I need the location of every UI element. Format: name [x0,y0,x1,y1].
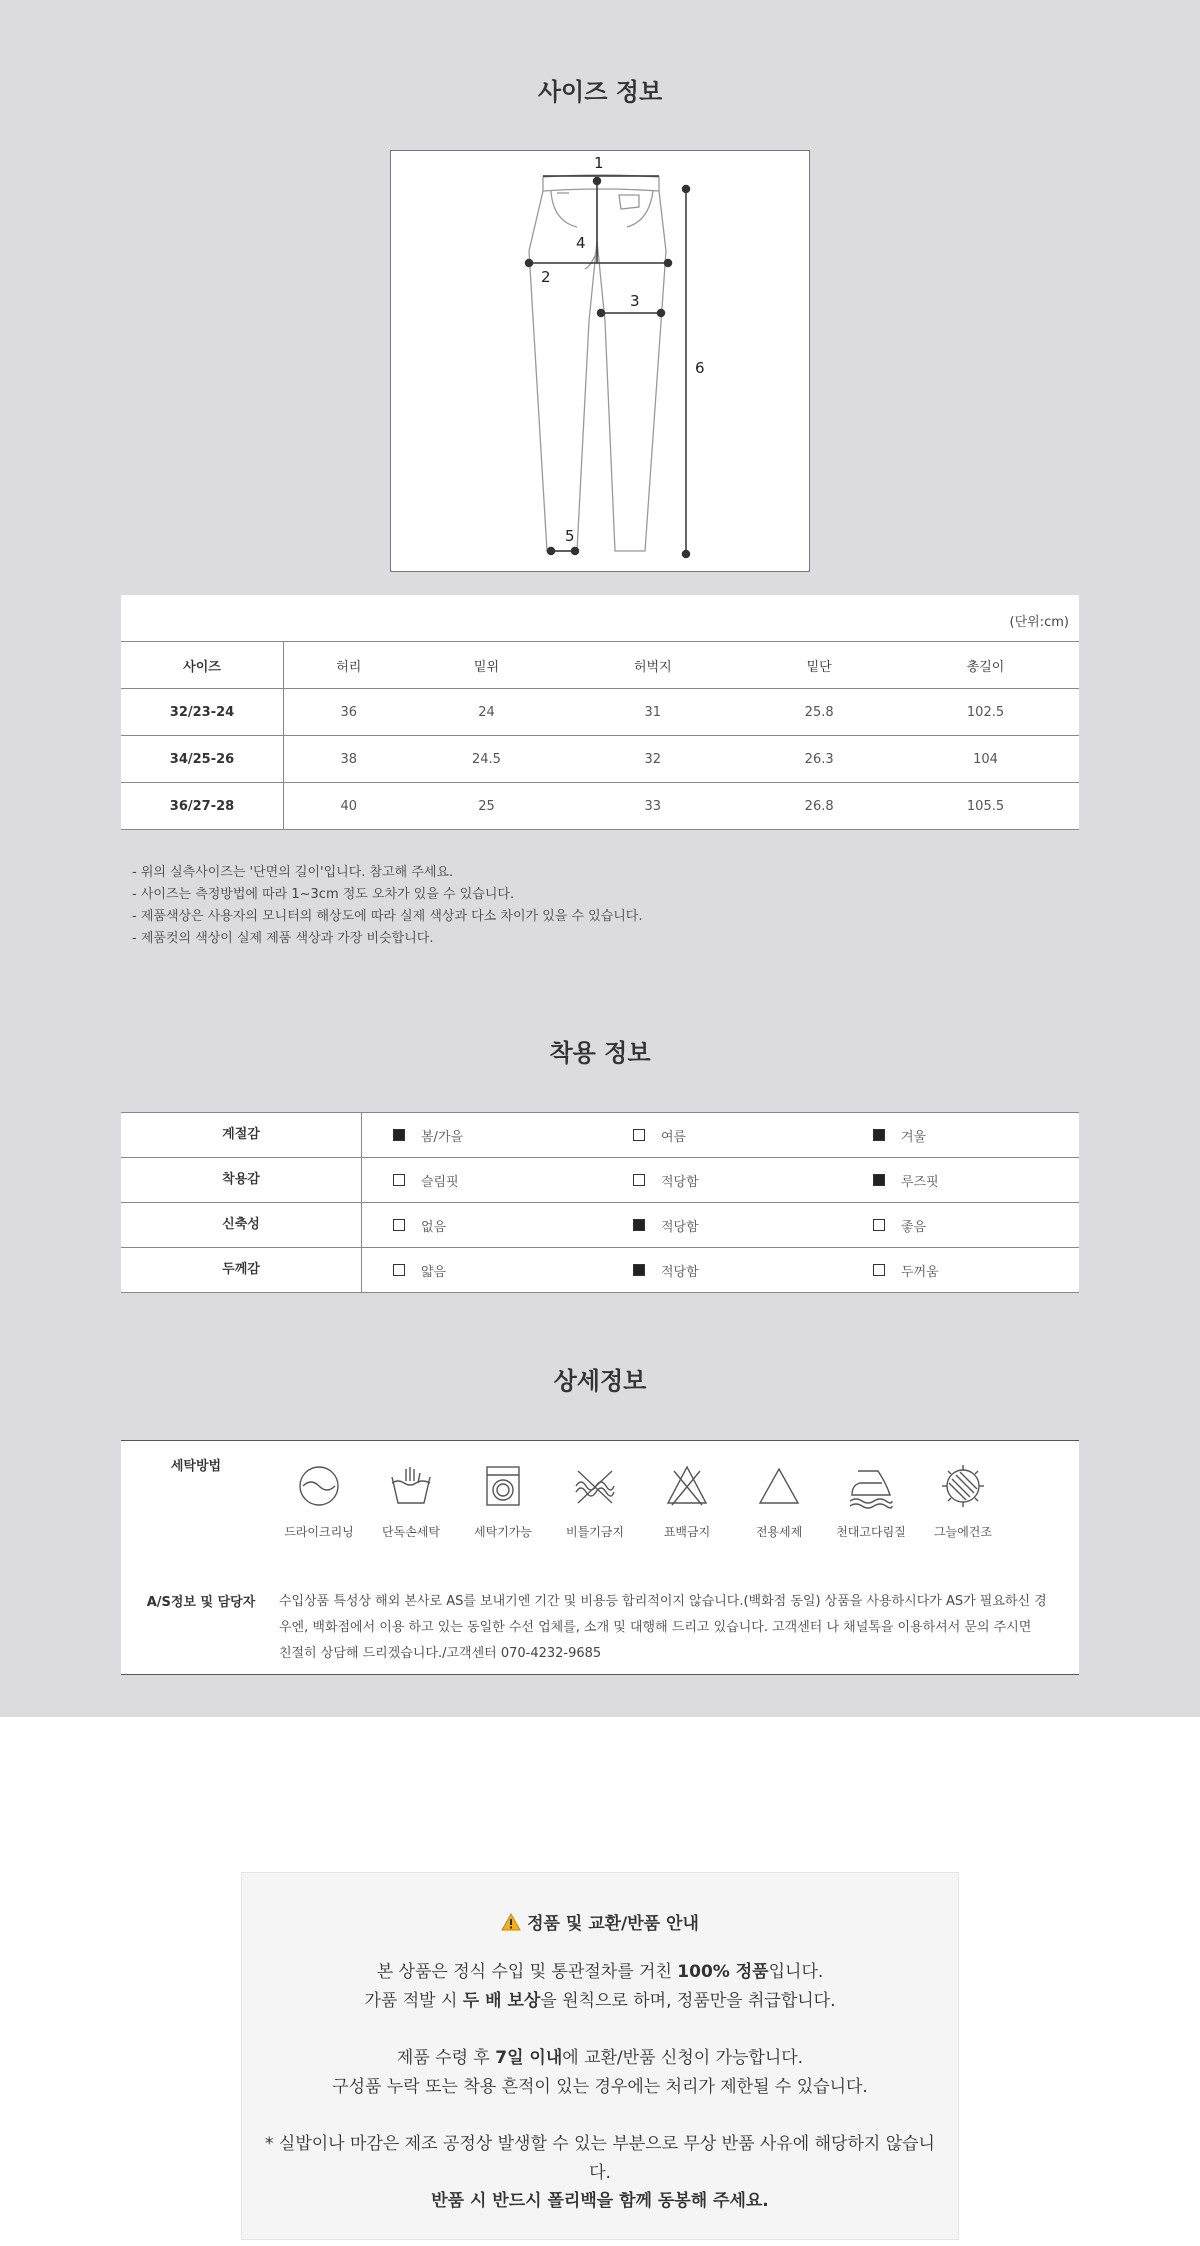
fit-option [873,1171,939,1190]
fit-option [873,1261,939,1280]
care-item [826,1463,916,1540]
checkbox-checked-icon [633,1219,645,1231]
as-info-label: A/S정보 및 담당자 [146,1595,256,1610]
header-cell: 허벅지 [633,659,672,675]
detail-info-title: 상세정보 [553,1367,647,1395]
checkbox-empty-icon [633,1174,645,1186]
text: 을 원칙으로 하며, 정품만을 취급합니다. [540,1991,836,2011]
option-label: 적당함 [661,1264,699,1280]
table-header-row [121,642,1079,689]
bold-text: 두 배 보상 [462,1991,541,2011]
option-label: 루즈핏 [901,1174,939,1190]
checkbox-checked-icon [393,1129,405,1141]
size-notes [132,862,643,950]
bold-text: 7일 이내 [495,2048,563,2068]
care-label: 드라이크리닝 [284,1525,354,1539]
checkbox-checked-icon [873,1174,885,1186]
table-cell: 24.5 [414,736,560,783]
table-cell: 104 [892,736,1079,783]
table-cell: 25.8 [746,689,892,736]
text: 가품 적발 시 [364,1991,463,2011]
checkbox-empty-icon [873,1264,885,1276]
size-cell: 36/27-28 [121,783,284,830]
fit-row-fit [121,1158,1079,1203]
header-cell: 밑위 [473,659,500,675]
care-label: 세탁기가능 [474,1525,532,1539]
text: 본 상품은 정식 수입 및 통관절차를 거친 [376,1962,678,1982]
hand-wash-icon [388,1463,434,1509]
notice-line: 다. [589,2163,611,2183]
note-line: - 위의 실측사이즈는 '단면의 길이'입니다. 참고해 주세요. [132,865,454,880]
header-cell: 허리 [336,659,362,675]
fit-info-title: 착용 정보 [549,1039,651,1067]
option-label: 겨울 [901,1129,927,1145]
table-row [121,689,1079,736]
fit-option [393,1171,459,1190]
checkbox-checked-icon [633,1264,645,1276]
fit-option [633,1216,699,1235]
checkbox-empty-icon [393,1219,405,1231]
pants-measurement-diagram [390,150,810,572]
header-cell: 밑단 [806,659,832,675]
table-row [121,783,1079,830]
care-item [918,1463,1008,1540]
fit-option [393,1216,446,1235]
detergent-icon [756,1463,802,1509]
notice-line [242,1957,958,1982]
care-label: 천대고다림질 [836,1525,906,1539]
authenticity-return-notice [241,1872,959,2240]
table-cell: 26.3 [746,736,892,783]
diagram-label-3: 3 [630,292,640,310]
care-item [274,1463,364,1540]
header-cell: 사이즈 [121,642,284,689]
fit-option [873,1216,926,1235]
table-cell: 25 [414,783,560,830]
as-line: 친절히 상담해 드리겠습니다./고객센터 070-4232-9685 [279,1646,602,1661]
no-wring-icon [572,1463,618,1509]
notice-line: 구성품 누락 또는 착용 흔적이 있는 경우에는 처리가 제한될 수 있습니다. [332,2077,868,2097]
fit-row-stretch [121,1203,1079,1248]
fit-option [873,1126,926,1145]
notice-line [242,2043,958,2068]
text: 에 교환/반품 신청이 가능합니다. [562,2048,804,2068]
care-label: 전용세제 [755,1525,803,1539]
table-cell: 26.8 [746,783,892,830]
diagram-label-1: 1 [594,154,604,172]
fit-row-thickness [121,1248,1079,1293]
notice-title [242,1909,958,1934]
warning-icon [501,1913,521,1931]
as-line: 수입상품 특성상 해외 본사로 AS를 보내기엔 기간 및 비용등 합리적이지 않습니다.(백화점 동일) 상품을 사용하시다가 AS가 필요하신 경 [279,1594,1047,1609]
machine-wash-icon [480,1463,526,1509]
iron-icon [848,1463,894,1509]
diagram-label-2: 2 [541,268,551,286]
table-cell: 36 [284,689,414,736]
care-label: 단독손세탁 [382,1525,440,1539]
care-label: 비틀기금지 [566,1525,624,1539]
care-label: 그늘에건조 [934,1525,992,1539]
pants-diagram-icon [391,151,809,571]
checkbox-empty-icon [393,1174,405,1186]
table-cell: 40 [284,783,414,830]
fit-label: 착용감 [121,1158,362,1202]
option-label: 슬림핏 [421,1174,459,1190]
option-label: 봄/가을 [421,1129,464,1145]
table-cell: 32 [559,736,746,783]
fit-option [393,1126,463,1145]
table-cell: 33 [559,783,746,830]
care-item [458,1463,548,1540]
fit-row-season [121,1113,1079,1158]
table-cell: 31 [559,689,746,736]
care-item [642,1463,732,1540]
note-line: - 사이즈는 측정방법에 따라 1~3cm 정도 오차가 있을 수 있습니다. [132,887,515,902]
option-label: 좋음 [901,1219,927,1235]
care-item [366,1463,456,1540]
diagram-label-5: 5 [565,527,575,545]
care-item [550,1463,640,1540]
care-item [734,1463,824,1540]
notice-line [242,1986,958,2011]
diagram-label-4: 4 [576,234,586,252]
option-label: 적당함 [661,1219,699,1235]
notice-line: * 실밥이나 마감은 제조 공정상 발생할 수 있는 부분으로 무상 반품 사유에 해당하지 않습니 [265,2134,935,2154]
option-label: 적당함 [661,1174,699,1190]
checkbox-empty-icon [873,1219,885,1231]
checkbox-checked-icon [873,1129,885,1141]
dry-clean-icon [296,1463,342,1509]
diagram-label-6: 6 [695,359,705,377]
fit-table [121,1112,1079,1293]
notice-title-text: 정품 및 교환/반품 안내 [527,1914,699,1934]
note-line: - 제품컷의 색상이 실제 제품 색상과 가장 비슷합니다. [132,931,434,946]
text: 제품 수령 후 [396,2048,496,2068]
fit-label: 두께감 [121,1248,362,1292]
fit-option [633,1261,699,1280]
fit-option [633,1126,686,1145]
table-row [121,736,1079,783]
as-line: 우엔, 백화점에서 이용 하고 있는 동일한 수선 업체를, 소개 및 대행해 드리고 있습니다. 고객센터 나 채널톡을 이용하셔서 문의 주시면 [279,1620,1032,1635]
care-label: 표백금지 [663,1525,711,1539]
fit-option [633,1171,699,1190]
size-cell: 32/23-24 [121,689,284,736]
text: 입니다. [768,1962,824,1982]
option-label: 여름 [661,1129,687,1145]
shade-dry-icon [940,1463,986,1509]
table-cell: 24 [414,689,560,736]
checkbox-empty-icon [633,1129,645,1141]
note-line: - 제품색상은 사용자의 모니터의 해상도에 따라 실제 색상과 다소 차이가 있을 수 있습니다. [132,909,643,924]
option-label: 얇음 [421,1264,447,1280]
notice-line: 반품 시 반드시 폴리백을 함께 동봉해 주세요. [431,2191,769,2211]
wash-method-label: 세탁방법 [170,1459,222,1474]
detail-info-panel [121,1440,1079,1675]
unit-label: (단위:cm) [121,595,1079,642]
bold-text: 100% 정품 [677,1962,769,1982]
fit-option [393,1261,446,1280]
size-info-title: 사이즈 정보 [537,78,663,106]
size-table [121,595,1079,830]
fit-label: 신축성 [121,1203,362,1247]
as-info-text [279,1589,1069,1667]
option-label: 두꺼움 [901,1264,939,1280]
header-cell: 총길이 [966,659,1005,675]
fit-label: 계절감 [121,1113,362,1157]
table-cell: 102.5 [892,689,1079,736]
no-bleach-icon [664,1463,710,1509]
checkbox-empty-icon [393,1264,405,1276]
size-cell: 34/25-26 [121,736,284,783]
option-label: 없음 [421,1219,447,1235]
table-cell: 105.5 [892,783,1079,830]
table-cell: 38 [284,736,414,783]
